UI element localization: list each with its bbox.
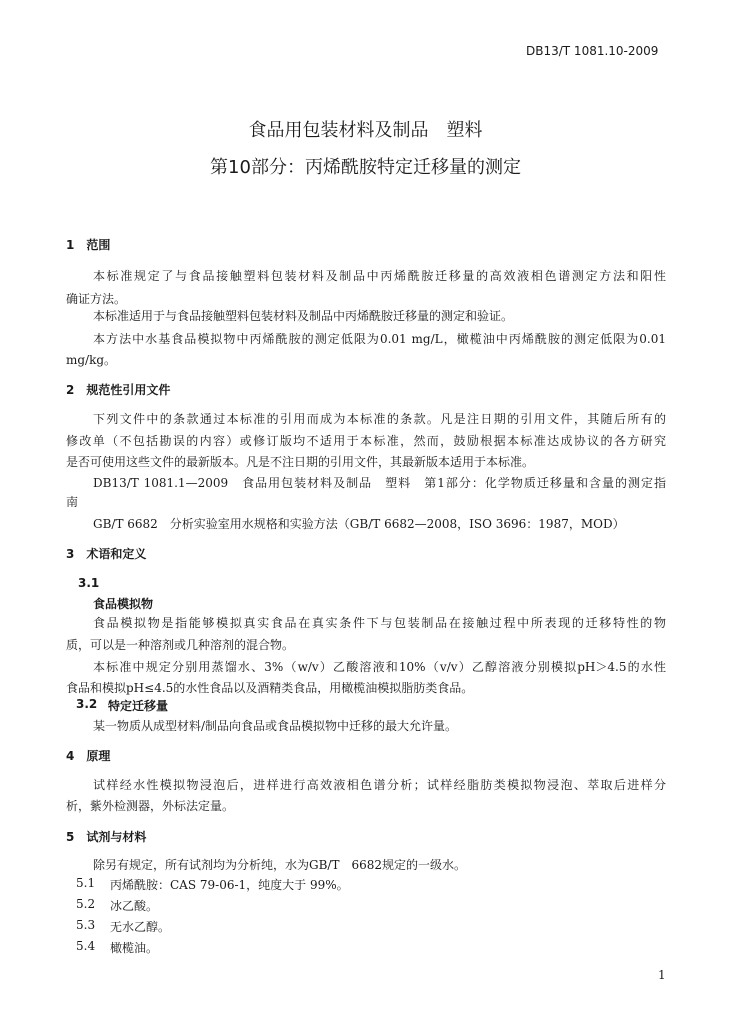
s3-1-def-line2: 质，可以是一种溶剂或几种溶剂的混合物。 — [66, 638, 295, 652]
s5-item-number: 5.4 — [76, 939, 96, 953]
section-1-heading: 1 范围 — [66, 238, 111, 252]
s2-para1-line1: 下列文件中的条款通过本标准的引用而成为本标准的条款。凡是注日期的引用文件，其随后所有的 — [93, 412, 666, 426]
s3-1-def-line4: 食品和模拟pH≤4.5的水性食品以及酒精类食品，用橄榄油模拟脂肪类食品。 — [66, 681, 474, 695]
section-5-heading: 5 试剂与材料 — [66, 830, 147, 844]
s5-para1: 除另有规定，所有试剂均为分析纯，水为GB/T 6682规定的一级水。 — [93, 858, 466, 872]
s5-item-text: 冰乙酸。 — [110, 899, 159, 913]
s1-para3-line1: 本方法中水基食品模拟物中丙烯酰胺的测定低限为0.01 mg/L，橄榄油中丙烯酰胺的测定低限为0.01 — [93, 332, 666, 346]
s3-2-term: 特定迁移量 — [108, 699, 169, 713]
s5-item-number: 5.3 — [76, 918, 96, 932]
s1-para1-line1: 本标准规定了与食品接触塑料包装材料及制品中丙烯酰胺迁移量的高效液相色谱测定方法和阳性 — [93, 269, 666, 283]
s2-ref1-line2: 南 — [66, 495, 79, 509]
page-title-line2: 第10部分：丙烯酰胺特定迁移量的测定 — [210, 157, 521, 178]
s2-para1-line3: 是否可使用这些文件的最新版本。凡是不注日期的引用文件，其最新版本适用于本标准。 — [66, 455, 535, 469]
page-title-line1: 食品用包装材料及制品 塑料 — [248, 120, 483, 141]
s3-2-def: 某一物质从成型材料/制品向食品或食品模拟物中迁移的最大允许量。 — [93, 719, 458, 733]
s3-1-def-line3: 本标准中规定分别用蒸馏水、3%（w/v）乙酸溶液和10%（v/v）乙醇溶液分别模拟pH＞4.5的水性 — [93, 660, 666, 674]
s1-para2: 本标准适用于与食品接触塑料包装材料及制品中丙烯酰胺迁移量的测定和验证。 — [93, 309, 514, 323]
s5-item-text: 丙烯酰胺：CAS 79-06-1，纯度大于 99%。 — [110, 878, 349, 892]
s4-para1-line2: 析，紫外检测器，外标法定量。 — [66, 799, 235, 813]
s2-ref2: GB/T 6682 分析实验室用水规格和实验方法（GB/T 6682—2008，ISO 3696：1987，MOD） — [93, 517, 625, 531]
s5-item-number: 5.1 — [76, 876, 96, 890]
s4-para1-line1: 试样经水性模拟物浸泡后，进样进行高效液相色谱分析；试样经脂肪类模拟物浸泡、萃取后进样分 — [93, 778, 666, 792]
s2-para1-line2: 修改单（不包括勘误的内容）或修订版均不适用于本标准，然而，鼓励根据本标准达成协议的各方研究 — [66, 434, 666, 448]
standard-code: DB13/T 1081.10-2009 — [526, 44, 659, 58]
s2-ref1-line1: DB13/T 1081.1—2009 食品用包装材料及制品 塑料 第1部分：化学物质迁移量和含量的测定指 — [93, 476, 666, 490]
section-4-heading: 4 原理 — [66, 749, 111, 763]
section-3-heading: 3 术语和定义 — [66, 547, 147, 561]
s5-item-text: 无水乙醇。 — [110, 920, 171, 934]
s1-para1-line2: 确证方法。 — [66, 292, 127, 306]
s3-1-number: 3.1 — [78, 576, 100, 590]
s3-2-number: 3.2 — [76, 697, 98, 711]
page-number: 1 — [658, 968, 666, 982]
section-2-heading: 2 规范性引用文件 — [66, 383, 171, 397]
s3-1-term: 食品模拟物 — [93, 597, 154, 611]
s5-item-text: 橄榄油。 — [110, 941, 159, 955]
s3-1-def-line1: 食品模拟物是指能够模拟真实食品在真实条件下与包装制品在接触过程中所表现的迁移特性的物 — [93, 616, 666, 630]
s5-item-number: 5.2 — [76, 897, 96, 911]
s1-para3-line2: mg/kg。 — [66, 353, 117, 367]
